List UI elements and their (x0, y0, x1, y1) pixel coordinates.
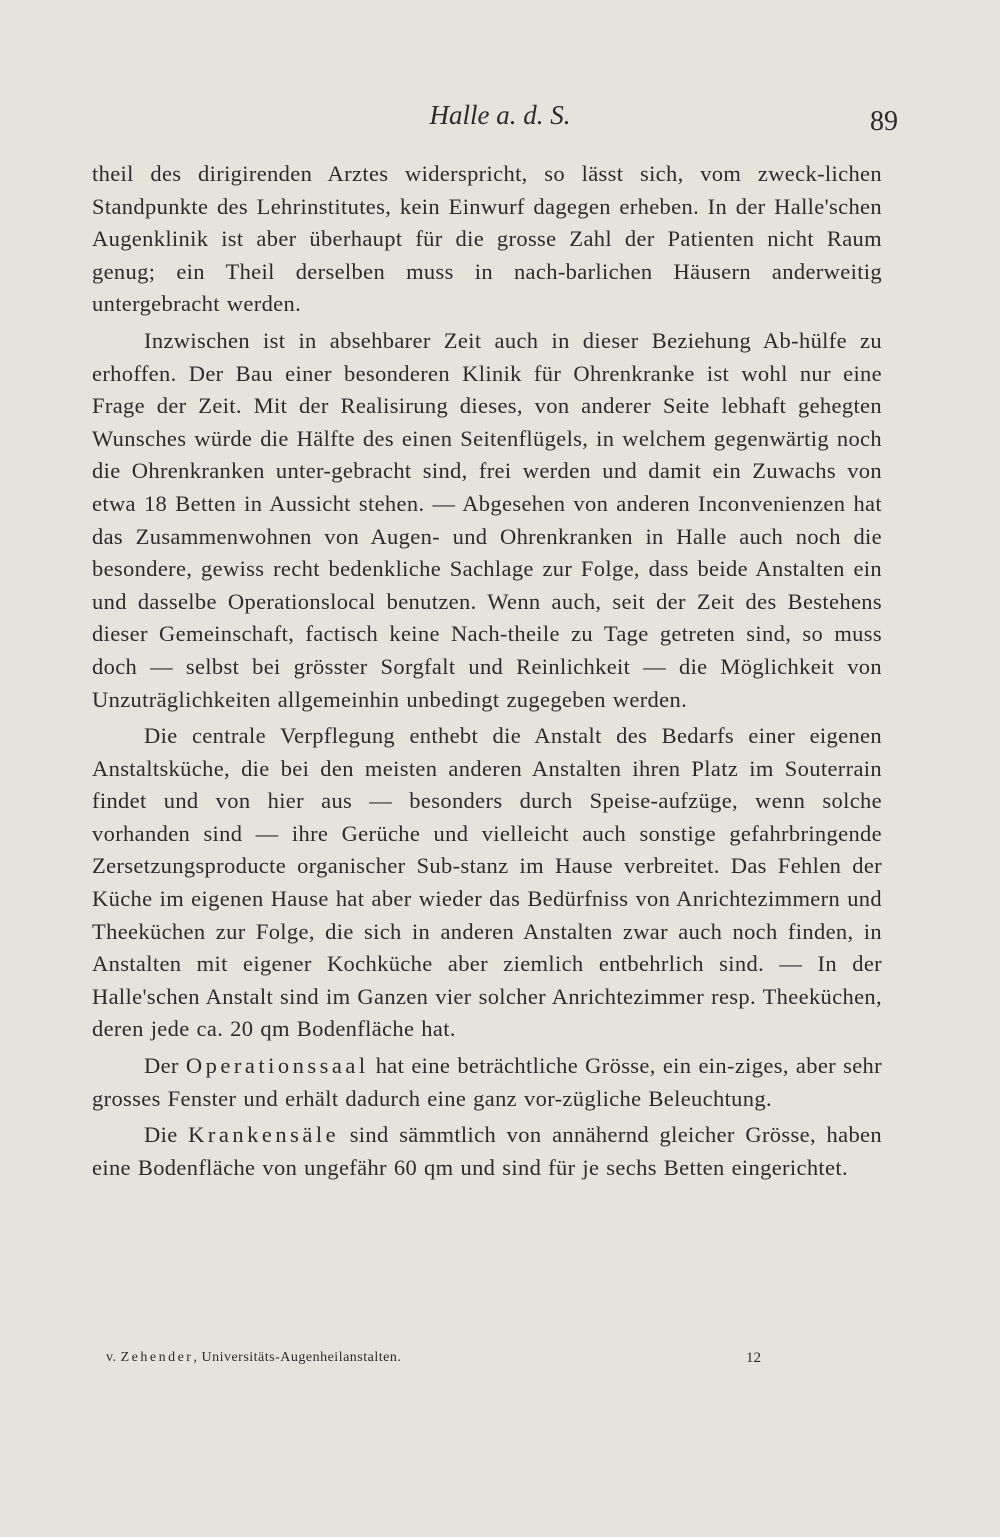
footer-prefix: v. (106, 1350, 121, 1365)
running-head (0, 100, 1000, 140)
body-text (92, 158, 882, 1184)
spaced-term-krankensaele: Krankensäle (188, 1122, 340, 1148)
paragraph-lead: Die (144, 1122, 189, 1148)
footer-citation (106, 1350, 401, 1366)
footer-book-title: , Universitäts-Augenheilanstalten. (193, 1350, 402, 1365)
running-title: Halle a. d. S. (429, 100, 571, 130)
paragraph-krankensaele (92, 1119, 882, 1184)
paragraph-rest: hat eine beträchtliche Grösse, ein ein-ziges, aber sehr grosses Fenster und erhält dadurch eine ganz vor-zügliche Beleuchtung. (92, 1053, 882, 1111)
signature-mark: 12 (746, 1350, 761, 1366)
page-number: 89 (870, 106, 898, 137)
paragraph-lead: Der (144, 1053, 186, 1079)
paragraph-ohrenklinik: Inzwischen ist in absehbarer Zeit auch in dieser Beziehung Ab-hülfe zu erhoffen. Der Bau einer besonderen Klinik für Ohrenkranke ist wohl nur eine Frage der Zeit. Mit der Realisirung dieses, von anderer Seite lebhaft gehegten Wunsches würde die Hälfte des einen Seitenflügels, in welchem gegenwärtig noch die Ohrenkranken unter-gebracht sind, frei werden und damit ein Zuwachs von etwa 18 Betten in Aussicht stehen. — Abgesehen von anderen Inconvenienzen hat das Zusammenwohnen von Augen- und Ohrenkranken in Halle auch noch die besondere, gewiss recht bedenkliche Sachlage zur Folge, dass beide Anstalten ein und dasselbe Operationslocal benutzen. Wenn auch, seit der Zeit des Bestehens dieser Gemeinschaft, factisch keine Nach-theile zu Tage getreten sind, so muss doch — selbst bei grösster Sorgfalt und Reinlichkeit — die Möglichkeit von Unzuträglichkeiten allgemeinhin unbedingt zugegeben werden. (92, 327, 882, 712)
spaced-term-operationssaal: Operationssaal (185, 1053, 369, 1079)
paragraph-rest: sind sämmtlich von annähernd gleicher Grösse, haben eine Bodenfläche von ungefähr 60 qm und sind für je sechs Betten eingerichtet. (92, 1122, 882, 1180)
paragraph-operationssaal (92, 1050, 882, 1115)
page-footer (0, 1350, 1000, 1374)
footer-author: Zehender (120, 1350, 194, 1365)
paragraph-verpflegung: Die centrale Verpflegung enthebt die Anstalt des Bedarfs einer eigenen Anstaltsküche, die bei den meisten anderen Anstalten ihren Platz im Souterrain findet und von hier aus — besonders durch Speise-aufzüge, wenn solche vorhanden sind — ihre Gerüche und vielleicht auch sonstige gefahrbringende Zersetzungsproducte organischer Sub-stanz im Hause verbreitet. Das Fehlen der Küche im eigenen Hause hat aber wieder das Bedürfniss von Anrichtezimmern und Theeküchen zur Folge, die sich in anderen Anstalten zwar auch noch finden, in Anstalten mit eigener Kochküche aber ziemlich entbehrlich sind. — In der Halle'schen Anstalt sind im Ganzen vier solcher Anrichtezimmer resp. Theeküchen, deren jede ca. 20 qm Bodenfläche hat. (92, 723, 882, 1042)
paragraph-continuation: theil des dirigirenden Arztes widerspricht, so lässt sich, vom zweck-lichen Standpunkte des Lehrinstitutes, kein Einwurf dagegen erheben. In der Halle'schen Augenklinik ist aber überhaupt für die grosse Zahl der Patienten nicht Raum genug; ein Theil derselben muss in nach-barlichen Häusern anderweitig untergebracht werden. (92, 161, 882, 317)
